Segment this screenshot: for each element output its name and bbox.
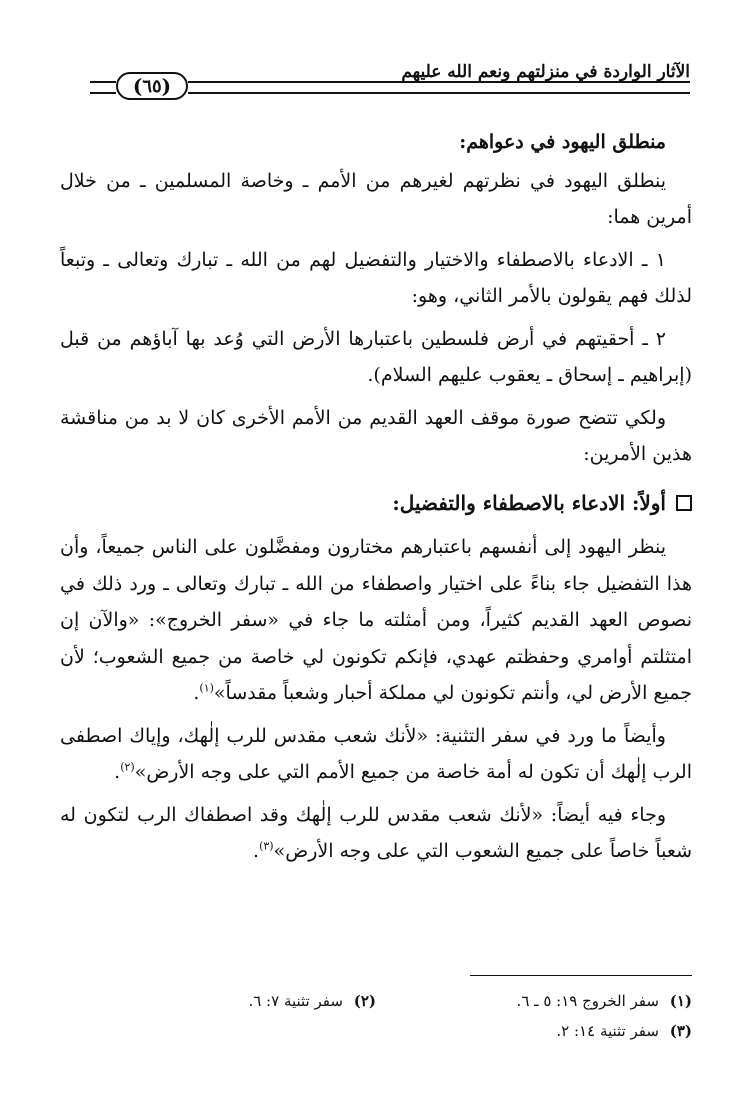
page-body [60,124,692,876]
footnote-number: (٢) [353,992,376,1010]
transition-paragraph: ولكي تتضح صورة موقف العهد القديم من الأمم الأخرى كان لا بد من مناقشة هذين الأمرين: [60,406,692,465]
footnote-2 [60,986,376,1016]
paragraph-2 [60,718,692,791]
header-rule-right [188,81,690,94]
footnote-number: (٣) [669,1022,692,1040]
page-number-badge [116,72,188,100]
intro-paragraph: ينطلق اليهود في نظرتهم لغيرهم من الأمم ـ وخاصة المسلمين ـ من خلال أمرين هما: [60,169,692,228]
point-1-paragraph: ١ ـ الادعاء بالاصطفاء والاختيار والتفضيل لهم من الله ـ تبارك وتعالى ـ وتبعاً لذلك فهم يقولون بالأمر الثاني، وهو: [60,248,692,307]
paragraph-2-end: . [114,761,121,783]
paragraph-1-text: ينظر اليهود إلى أنفسهم باعتبارهم مختارون ومفضَّلون على الناس جميعاً، وأن هذا التفضيل جاء بناءً على اختيار واصطفاء من الله ـ تبارك وتعالى ـ ورد ذلك في نصوص العهد القديم كثيراً، ومن أمثلته ما جاء في «سفر الخروج»: «والآن إن امتثلتم أوامري وحفظتم عهدي، فإنكم تكونون لي خاصة من جميع الشعوب؛ لأن جميع الأرض لي، وأنتم تكونون لي مملكة أحبار وشعباً مقدساً» [60,536,692,704]
paragraph-2-text: وأيضاً ما ورد في سفر التثنية: «لأنك شعب مقدس للرب إلٰهك، وإياك اصطفى الرب إلٰهك أن تكون له أمة خاصة من جميع الأمم التي على وجه الأرض» [60,724,692,783]
footnote-row [60,1016,692,1046]
page-number: ٦٥ [142,75,162,97]
paragraph-1 [60,529,692,712]
footnote-row [60,986,692,1016]
subheading: منطلق اليهود في دعواهم: [459,131,666,153]
footnote-1 [376,986,692,1016]
footnote-separator [470,975,692,976]
footnote-text: سفر تثنية ١٤: ٢. [556,1022,659,1040]
header-rule-left [90,81,116,94]
footnote-text: سفر تثنية ٧: ٦. [248,992,343,1010]
square-bullet-icon [676,495,692,511]
footnote-ref-3[interactable]: (٣) [259,839,274,853]
paragraph-3-end: . [253,840,260,862]
footnote-text: سفر الخروج ١٩: ٥ ـ ٦. [516,992,659,1010]
running-header-title: الآثار الواردة في منزلتهم ونعم الله عليهم [401,62,690,82]
paragraph-3 [60,797,692,870]
page-number-bracket-open: ( [132,74,143,98]
footnote-ref-1[interactable]: (١) [199,681,214,695]
footnotes [60,986,692,1046]
page-number-bracket-close: ) [161,74,172,98]
paragraph-3-text: وجاء فيه أيضاً: «لأنك شعب مقدس للرب إلٰهك وقد اصطفاك الرب لتكون له شعباً خاصاً على جميع الشعوب التي على وجه الأرض» [60,803,692,862]
footnote-ref-2[interactable]: (٢) [120,760,135,774]
paragraph-1-end: . [193,682,200,704]
section-heading-text: أولاً: الادعاء بالاصطفاء والتفضيل: [392,490,666,515]
section-heading [60,485,692,522]
footnote-3 [376,1016,692,1046]
point-2-paragraph: ٢ ـ أحقيتهم في أرض فلسطين باعتبارها الأرض التي وُعد بها آباؤهم من قبل (إبراهيم ـ إسحاق ـ يعقوب عليهم السلام). [60,327,692,386]
footnote-number: (١) [669,992,692,1010]
